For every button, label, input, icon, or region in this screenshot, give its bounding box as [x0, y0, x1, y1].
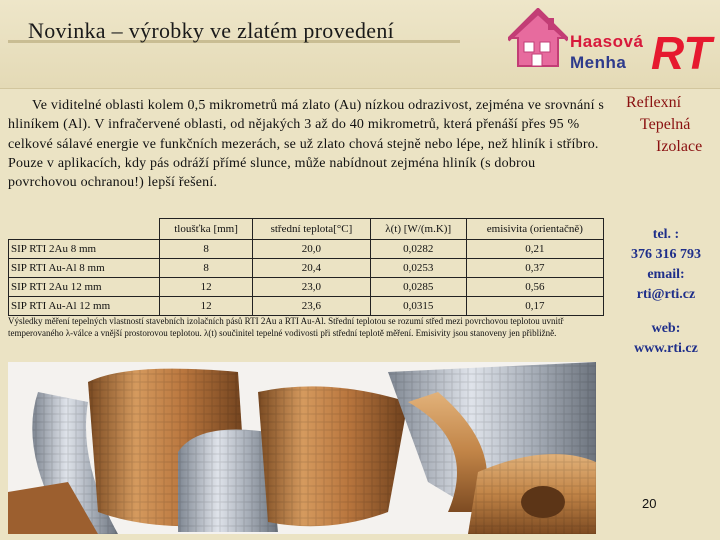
web-address[interactable]: www.rti.cz — [634, 341, 698, 356]
logo-text-haasova: Haasová — [570, 32, 644, 51]
table-cell: 20,0 — [253, 240, 371, 259]
table-cell: 0,0285 — [370, 278, 466, 297]
table-header-cell: tloušťka [mm] — [160, 219, 253, 240]
table-cell: 8 — [160, 259, 253, 278]
email-label: email: — [647, 267, 685, 282]
table-row — [9, 278, 604, 297]
brand-block — [612, 92, 720, 158]
brand-line-izolace: Izolace — [656, 138, 703, 155]
table-cell: 0,21 — [466, 240, 603, 259]
brand-line-reflexni: Reflexní — [626, 94, 682, 111]
table-cell: SIP RTI 2Au 8 mm — [9, 240, 160, 259]
web-label: web: — [651, 321, 681, 336]
logo-rt-mark: RT — [651, 27, 712, 79]
table-row — [9, 259, 604, 278]
email-address[interactable]: rti@rti.cz — [636, 287, 696, 302]
house-icon — [508, 8, 568, 74]
table-header-cell: emisivita (orientačně) — [466, 219, 603, 240]
page-title: Novinka – výrobky ve zlatém provedení — [28, 18, 395, 43]
measurement-table — [8, 218, 604, 316]
company-logo — [508, 8, 712, 80]
logo-text-menha: Menha — [570, 53, 627, 72]
brand-line-tepelna: Tepelná — [640, 116, 691, 133]
product-photo — [8, 362, 596, 534]
table-header-cell — [9, 219, 160, 240]
table-header-cell: λ(t) [W/(m.K)] — [370, 219, 466, 240]
table-cell: 0,17 — [466, 297, 603, 316]
table-cell: SIP RTI Au-Al 8 mm — [9, 259, 160, 278]
table-cell: 12 — [160, 297, 253, 316]
table-cell: 23,6 — [253, 297, 371, 316]
table-header-cell: střední teplota[°C] — [253, 219, 371, 240]
tel-label: tel. : — [652, 227, 680, 242]
contact-block — [612, 225, 720, 359]
intro-paragraph: Ve viditelné oblasti kolem 0,5 mikrometrů má zlato (Au) nízkou odrazivost, zejména ve srovnání s hliníkem (Al). V infračervené oblasti, od nějakých 3 až do 40 mikrometrů, která přenáší přes 95 % celkové sálavé energie ve funkčních mezerách, se už zlato chová stejně nebo lépe, než hliník i stříbro. Pouze v aplikacích, kdy pás odráží přímé slunce, může nabídnout zejména hliník (s dobrou povrchovou ochranou!) lepší řešení. — [8, 98, 605, 191]
table-cell: 0,0253 — [370, 259, 466, 278]
table-cell: 20,4 — [253, 259, 371, 278]
table-footnote: Výsledky měření tepelných vlastností stavebních izolačních pásů RTI 2Au a RTI Au-Al. Střední teplotou se rozumí střed mezi povrchovou teplotou uvnitř temperovaného λ-válce a vnější prostorovou teplotou. λ(t) součinitel tepelné vodivosti při střední teplotě měření. Emisivity jsou stanoveny jen přibližně. — [8, 316, 564, 338]
insulation-rolls-illustration — [8, 362, 596, 534]
page-number: 20 — [642, 496, 657, 511]
table-cell: 0,0282 — [370, 240, 466, 259]
tel-number[interactable]: 376 316 793 — [631, 247, 701, 262]
table-row — [9, 297, 604, 316]
table-cell: 12 — [160, 278, 253, 297]
table-row — [9, 240, 604, 259]
table-cell: 8 — [160, 240, 253, 259]
table-cell: 0,37 — [466, 259, 603, 278]
title-bar — [0, 0, 720, 89]
table-cell: SIP RTI Au-Al 12 mm — [9, 297, 160, 316]
table-cell: 0,56 — [466, 278, 603, 297]
table-header-row — [9, 219, 604, 240]
table-cell: SIP RTI 2Au 12 mm — [9, 278, 160, 297]
table-cell: 23,0 — [253, 278, 371, 297]
table-cell: 0,0315 — [370, 297, 466, 316]
